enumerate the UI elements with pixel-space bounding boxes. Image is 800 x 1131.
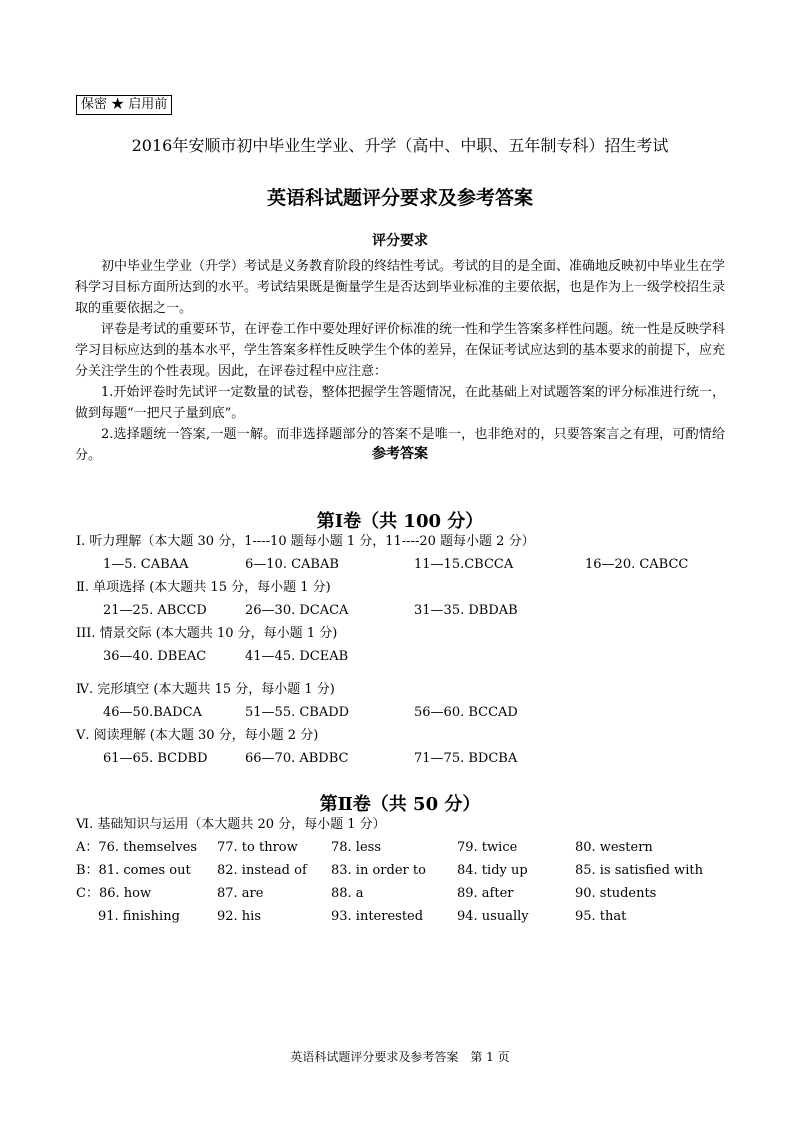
answer-item: 79. twice (457, 840, 518, 855)
answer-item: C：86. how (76, 886, 152, 901)
section-2-heading: Ⅱ. 单项选择 (本大题共 15 分，每小题 1 分) (76, 580, 331, 595)
answer-item: 94. usually (457, 909, 529, 924)
answer-group: 71—75. BDCBA (414, 751, 518, 766)
reference-answers-title: 参考答案 (372, 446, 428, 462)
intro-paragraph: 2.选择题统一答案,一题一解。而非选择题部分的答案不是唯一，也非绝对的，只要答案言之有理，可酌情给分。 (75, 427, 725, 463)
answer-item: 78. less (331, 840, 382, 855)
section-6-heading: Ⅵ. 基础知识与运用（本大题共 20 分，每小题 1 分） (76, 817, 386, 832)
answer-row-b (0, 862, 800, 880)
answer-item: A：76. themselves (76, 840, 198, 855)
section-4-heading: Ⅳ. 完形填空 (本大题共 15 分，每小题 1 分) (76, 682, 335, 697)
answer-item: 95. that (575, 909, 627, 924)
section-2-answers (0, 602, 800, 620)
answer-group: 11—15.CBCCA (414, 557, 514, 572)
answer-group: 21—25. ABCCD (103, 603, 207, 618)
exam-title: 2016年安顺市初中毕业生学业、升学（高中、中职、五年制专科）招生考试 (131, 136, 669, 155)
answer-item: 90. students (575, 886, 657, 901)
secret-label: 保密 ★ 启用前 (76, 95, 172, 115)
answer-group: 36—40. DBEAC (103, 649, 207, 664)
answer-group: 6—10. CABAB (245, 557, 339, 572)
section-4-answers (0, 704, 800, 722)
answer-item: 85. is satisfied with (575, 863, 703, 878)
answer-item: 93. interested (331, 909, 424, 924)
answer-group: 66—70. ABDBC (245, 751, 349, 766)
answer-group: 46—50.BADCA (103, 705, 202, 720)
answer-row-c (0, 885, 800, 903)
section-3-answers (0, 648, 800, 666)
answer-item: 83. in order to (331, 863, 426, 878)
answer-group: 16—20. CABCC (585, 557, 689, 572)
section-1-answers (0, 556, 800, 574)
answer-item: B：81. comes out (76, 863, 191, 878)
answer-item: 87. are (217, 886, 264, 901)
answer-item: 80. western (575, 840, 653, 855)
answer-item: 91. finishing (98, 909, 180, 924)
answer-group: 1—5. CABAA (103, 557, 189, 572)
scoring-requirements-title: 评分要求 (372, 233, 428, 249)
scoring-requirements-body (75, 256, 725, 466)
intro-paragraph: 1.开始评卷时先试评一定数量的试卷，整体把握学生答题情况，在此基础上对试题答案的评分标准进行统一，做到每题“一把尺子量到底”。 (75, 385, 725, 421)
answer-item: 84. tidy up (457, 863, 528, 878)
section-3-heading: III. 情景交际 (本大题共 10 分，每小题 1 分) (76, 626, 338, 641)
answer-item: 77. to throw (217, 840, 298, 855)
answer-group: 26—30. DCACA (245, 603, 349, 618)
intro-paragraph: 初中毕业生学业（升学）考试是义务教育阶段的终结性考试。考试的目的是全面、准确地反映初中毕业生在学科学习目标方面所达到的水平。考试结果既是衡量学生是否达到毕业标准的主要依据，也是作为上一级学校招生录取的重要依据之一。 (75, 259, 726, 316)
answer-item: 88. a (331, 886, 364, 901)
intro-paragraph: 评卷是考试的重要环节，在评卷工作中要处理好评价标准的统一性和学生答案多样性问题。统一性是反映学科学习目标应达到的基本水平，学生答案多样性反映学生个体的差异，在保证考试应达到的基本要求的前提下，应充分关注学生的个性表现。因此，在评卷过程中应注意： (75, 322, 726, 379)
section-5-answers (0, 750, 800, 768)
answer-group: 56—60. BCCAD (414, 705, 518, 720)
answer-row-c-continued (0, 908, 800, 926)
section-1-heading: Ⅰ. 听力理解（本大题 30 分，1----10 题每小题 1 分，11----20 题每小题 2 分） (76, 534, 535, 549)
section-5-heading: Ⅴ. 阅读理解 (本大题 30 分，每小题 2 分) (76, 728, 319, 743)
answer-group: 61—65. BCDBD (103, 751, 208, 766)
answer-group: 31—35. DBDAB (414, 603, 518, 618)
answer-item: 89. after (457, 886, 514, 901)
volume-2-title: 第Ⅱ卷（共 50 分） (319, 794, 481, 815)
answer-item: 92. his (217, 909, 262, 924)
answer-item: 82. instead of (217, 863, 307, 878)
answer-group: 51—55. CBADD (245, 705, 350, 720)
answer-group: 41—45. DCEAB (245, 649, 349, 664)
answer-row-a (0, 839, 800, 857)
volume-1-title: 第Ⅰ卷（共 100 分） (316, 511, 484, 532)
document-title: 英语科试题评分要求及参考答案 (266, 187, 533, 209)
page-footer: 英语科试题评分要求及参考答案 第 1 页 (290, 1050, 510, 1064)
